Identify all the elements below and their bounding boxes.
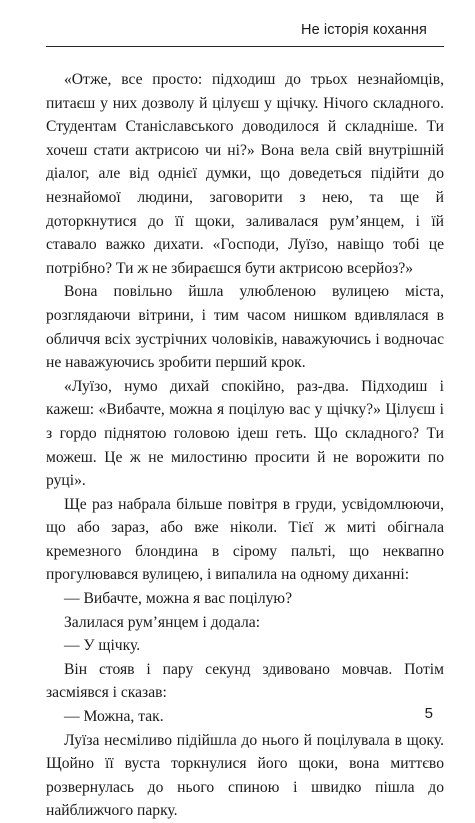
dialogue-line: — У щічку.	[64, 637, 141, 655]
paragraph: «Отже, все просто: підходиш до трьох незнайомців, питаєш у них дозволу й цілуєш у щічку. Нічого складного. Студентам Станіславського доводилося й складніше. Ти хочеш стати актрисою чи ні?» Вона вела свій внутрішній діалог, але від однієї думки, що доведеться підійти до незнайомої людини, заговорити з нею, та ще й доторкнутися до її щоки, заливалася рум’янцем, і їй ставало важко дихати. «Господи, Луїзо, навіщо тобі це потрібно? Ти ж не збираєшся бути актрисою всерйоз?»	[46, 71, 444, 277]
page-number: 5	[424, 705, 433, 722]
running-header-title: Не історія кохання	[301, 22, 427, 38]
header-divider	[46, 46, 444, 47]
paragraph: «Луїзо, нумо дихай спокійно, раз-два. Підходиш і кажеш: «Вибачте, можна я поцілую вас у щічку?» Цілуєш і з гордо піднятою головою ідеш геть. Що складного? Ти можеш. Це ж не милостиню просити й не ворожити по руці».	[46, 377, 444, 490]
page-body-text	[46, 68, 444, 823]
paragraph: Вона повільно йшла улюбленою вулицею міста, розглядаючи вітрини, і тим часом нишком вдивлялася в обличчя всіх зустрічних чоловіків, наважуючись і водночас не наважуючись зробити перший крок.	[46, 283, 444, 372]
dialogue-line: — Вибачте, можна я вас поцілую?	[64, 590, 292, 608]
dialogue-line: — Можна, так.	[64, 708, 164, 726]
paragraph: Залилася рум’янцем і додала:	[64, 613, 261, 631]
paragraph: Він стояв і пару секунд здивовано мовчав. Потім засміявся і сказав:	[46, 660, 444, 702]
paragraph: Луїза несміливо підійшла до нього й поцілувала в щоку. Щойно її вуста торкнулися його щоки, вона миттєво розвернулась до нього спиною і швидко пішла до найближчого парку.	[46, 731, 444, 820]
paragraph: Ще раз набрала більше повітря в груди, усвідомлюючи, що або зараз, або вже ніколи. Тієї ж миті обігнала кремезного блондина в сірому пальті, що неквапно прогулювався вулицею, і випалила на одному диханні:	[46, 495, 444, 584]
